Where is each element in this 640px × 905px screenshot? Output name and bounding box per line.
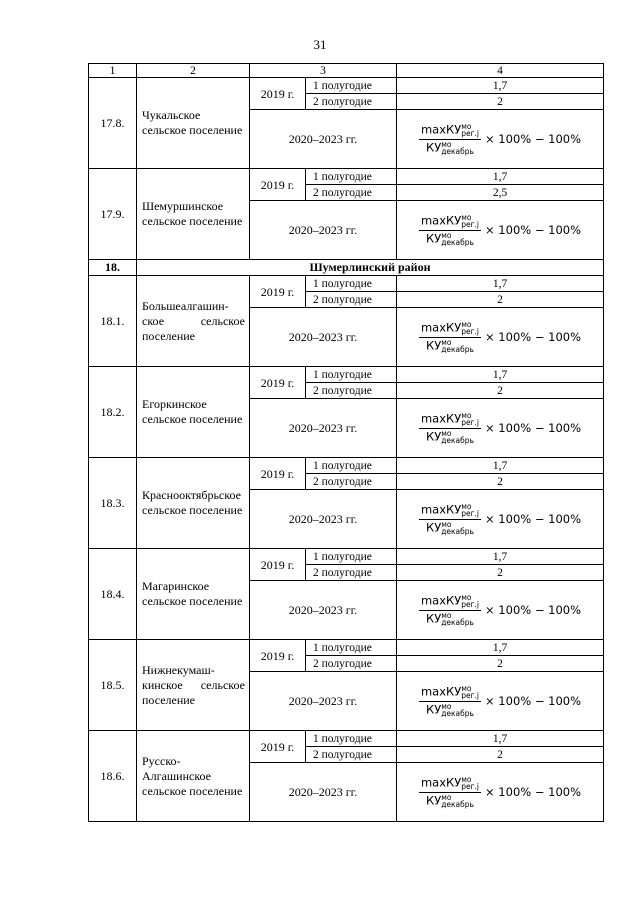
formula-denominator xyxy=(424,520,476,535)
formula-den-main: КУ xyxy=(426,702,442,717)
formula-numerator xyxy=(419,214,481,231)
growth-formula xyxy=(397,214,603,246)
formula-den-sub: декабрь xyxy=(441,147,474,156)
formula-den-sub: декабрь xyxy=(441,345,474,354)
formula-den-sup: мо xyxy=(441,338,452,347)
formula-den-sub: декабрь xyxy=(441,709,474,718)
half1-value: 1,7 xyxy=(397,78,604,94)
growth-formula xyxy=(397,685,603,717)
row-number: 18.3. xyxy=(89,458,137,549)
formula-tail: × 100% − 100% xyxy=(485,694,582,708)
formula-den-sub: декабрь xyxy=(441,436,474,445)
formula-denominator xyxy=(424,231,476,246)
formula-numerator xyxy=(419,685,481,702)
formula-den-sup: мо xyxy=(441,702,452,711)
formula-num-sup: мо xyxy=(461,411,472,420)
half1-value: 1,7 xyxy=(397,640,604,656)
formula-num-sup: мо xyxy=(461,593,472,602)
growth-formula xyxy=(397,503,603,535)
formula-tail: × 100% − 100% xyxy=(485,132,582,146)
row-number: 17.8. xyxy=(89,78,137,169)
column-header-1: 1 xyxy=(89,64,137,78)
formula-den-sub: декабрь xyxy=(441,618,474,627)
settlement-row xyxy=(89,276,604,292)
formula-den-main: КУ xyxy=(426,793,442,808)
growth-formula xyxy=(397,776,603,808)
formula-den-sup: мо xyxy=(441,611,452,620)
formula-numerator xyxy=(419,776,481,793)
settlement-row xyxy=(89,458,604,474)
formula-num-sub: рег.j xyxy=(461,691,480,700)
formula-tail: × 100% − 100% xyxy=(485,421,582,435)
row-number: 18.6. xyxy=(89,731,137,822)
formula-num-main: maxКУ xyxy=(420,502,462,517)
row-number: 18.1. xyxy=(89,276,137,367)
column-header-row xyxy=(89,64,604,78)
period-label: 2020–2023 гг. xyxy=(250,581,397,640)
half1-label: 1 полугодие xyxy=(306,731,397,747)
formula-num-main: maxКУ xyxy=(420,213,462,228)
formula-num-sub: рег.j xyxy=(461,782,480,791)
formula-tail: × 100% − 100% xyxy=(485,785,582,799)
settlement-name: Краснооктябрьское сельское поселение xyxy=(137,458,250,549)
half2-value: 2 xyxy=(397,474,604,490)
formula-denominator xyxy=(424,611,476,626)
formula-cell xyxy=(397,763,604,822)
half2-value: 2 xyxy=(397,292,604,308)
year-2019-label: 2019 г. xyxy=(250,549,306,581)
settlement-name: Магаринское сельское поселение xyxy=(137,549,250,640)
formula-num-main: maxКУ xyxy=(420,320,462,335)
formula-num-main: maxКУ xyxy=(420,775,462,790)
growth-formula xyxy=(397,123,603,155)
formula-fraction xyxy=(419,412,481,444)
formula-tail: × 100% − 100% xyxy=(485,223,582,237)
settlement-name: Егоркинское сельское поселение xyxy=(137,367,250,458)
year-2019-label: 2019 г. xyxy=(250,169,306,201)
half1-value: 1,7 xyxy=(397,367,604,383)
formula-num-main: maxКУ xyxy=(420,684,462,699)
formula-den-sup: мо xyxy=(441,231,452,240)
formula-den-sup: мо xyxy=(441,140,452,149)
formula-numerator xyxy=(419,321,481,338)
half1-label: 1 полугодие xyxy=(306,169,397,185)
half1-label: 1 полугодие xyxy=(306,640,397,656)
formula-den-main: КУ xyxy=(426,520,442,535)
formula-den-main: КУ xyxy=(426,231,442,246)
district-title: Шумерлинский район xyxy=(137,260,604,276)
formula-tail: × 100% − 100% xyxy=(485,603,582,617)
settlement-row xyxy=(89,640,604,656)
formula-cell xyxy=(397,201,604,260)
formula-num-main: maxКУ xyxy=(420,411,462,426)
period-label: 2020–2023 гг. xyxy=(250,201,397,260)
growth-formula xyxy=(397,594,603,626)
formula-denominator xyxy=(424,429,476,444)
formula-fraction xyxy=(419,503,481,535)
settlement-row xyxy=(89,169,604,185)
formula-num-sub: рег.j xyxy=(461,600,480,609)
year-2019-label: 2019 г. xyxy=(250,731,306,763)
half2-label: 2 полугодие xyxy=(306,383,397,399)
half2-value: 2 xyxy=(397,565,604,581)
formula-num-main: maxКУ xyxy=(420,122,462,137)
formula-den-sup: мо xyxy=(441,429,452,438)
formula-num-sub: рег.j xyxy=(461,129,480,138)
formula-num-sup: мо xyxy=(461,684,472,693)
formula-num-sup: мо xyxy=(461,775,472,784)
formula-num-sup: мо xyxy=(461,213,472,222)
formula-cell xyxy=(397,308,604,367)
formula-cell xyxy=(397,672,604,731)
settlement-name: Русско-Алгашинское сельское поселение xyxy=(137,731,250,822)
year-2019-label: 2019 г. xyxy=(250,276,306,308)
formula-cell xyxy=(397,110,604,169)
formula-numerator xyxy=(419,503,481,520)
formula-fraction xyxy=(419,123,481,155)
row-number: 18.5. xyxy=(89,640,137,731)
formula-cell xyxy=(397,581,604,640)
period-label: 2020–2023 гг. xyxy=(250,763,397,822)
formula-tail: × 100% − 100% xyxy=(485,330,582,344)
formula-fraction xyxy=(419,776,481,808)
half1-label: 1 полугодие xyxy=(306,367,397,383)
period-label: 2020–2023 гг. xyxy=(250,308,397,367)
half2-label: 2 полугодие xyxy=(306,747,397,763)
formula-den-sub: декабрь xyxy=(441,238,474,247)
formula-denominator xyxy=(424,702,476,717)
period-label: 2020–2023 гг. xyxy=(250,399,397,458)
formula-den-sup: мо xyxy=(441,793,452,802)
formula-numerator xyxy=(419,594,481,611)
half2-label: 2 полугодие xyxy=(306,656,397,672)
column-header-4: 4 xyxy=(397,64,604,78)
formula-denominator xyxy=(424,793,476,808)
formula-denominator xyxy=(424,140,476,155)
formula-fraction xyxy=(419,594,481,626)
formula-cell xyxy=(397,490,604,549)
formula-num-sup: мо xyxy=(461,122,472,131)
period-label: 2020–2023 гг. xyxy=(250,490,397,549)
year-2019-label: 2019 г. xyxy=(250,640,306,672)
formula-den-main: КУ xyxy=(426,611,442,626)
half1-value: 1,7 xyxy=(397,276,604,292)
formula-num-sup: мо xyxy=(461,320,472,329)
formula-num-sup: мо xyxy=(461,502,472,511)
half2-label: 2 полугодие xyxy=(306,94,397,110)
half2-value: 2 xyxy=(397,747,604,763)
settlement-row xyxy=(89,78,604,94)
half2-value: 2 xyxy=(397,656,604,672)
formula-tail: × 100% − 100% xyxy=(485,512,582,526)
row-number: 18.2. xyxy=(89,367,137,458)
year-2019-label: 2019 г. xyxy=(250,458,306,490)
half2-value: 2 xyxy=(397,383,604,399)
formula-fraction xyxy=(419,214,481,246)
half1-value: 1,7 xyxy=(397,169,604,185)
half1-label: 1 полугодие xyxy=(306,78,397,94)
column-header-3: 3 xyxy=(250,64,397,78)
year-2019-label: 2019 г. xyxy=(250,78,306,110)
formula-den-sup: мо xyxy=(441,520,452,529)
half1-label: 1 полугодие xyxy=(306,276,397,292)
half2-label: 2 полугодие xyxy=(306,292,397,308)
formula-den-sub: декабрь xyxy=(441,800,474,809)
formula-numerator xyxy=(419,412,481,429)
period-label: 2020–2023 гг. xyxy=(250,110,397,169)
growth-formula xyxy=(397,321,603,353)
half2-label: 2 полугодие xyxy=(306,565,397,581)
formula-den-main: КУ xyxy=(426,140,442,155)
settlement-name: Чукальское сельское поселение xyxy=(137,78,250,169)
half2-label: 2 полугодие xyxy=(306,185,397,201)
settlement-row xyxy=(89,731,604,747)
row-number: 17.9. xyxy=(89,169,137,260)
year-2019-label: 2019 г. xyxy=(250,367,306,399)
formula-num-sub: рег.j xyxy=(461,418,480,427)
settlement-name: Нижнекумашкинское сельское поселение xyxy=(137,640,250,731)
settlement-name: Шемуршинское сельское поселение xyxy=(137,169,250,260)
tariff-table xyxy=(88,63,604,822)
formula-num-sub: рег.j xyxy=(461,220,480,229)
settlement-row xyxy=(89,549,604,565)
half2-value: 2 xyxy=(397,94,604,110)
growth-formula xyxy=(397,412,603,444)
half1-label: 1 полугодие xyxy=(306,549,397,565)
half1-label: 1 полугодие xyxy=(306,458,397,474)
formula-cell xyxy=(397,399,604,458)
settlement-name: Большеалгашинское сельское поселение xyxy=(137,276,250,367)
formula-den-sub: декабрь xyxy=(441,527,474,536)
formula-num-main: maxКУ xyxy=(420,593,462,608)
formula-fraction xyxy=(419,321,481,353)
formula-denominator xyxy=(424,338,476,353)
district-number: 18. xyxy=(89,260,137,276)
district-row xyxy=(89,260,604,276)
half2-value: 2,5 xyxy=(397,185,604,201)
row-number: 18.4. xyxy=(89,549,137,640)
formula-num-sub: рег.j xyxy=(461,509,480,518)
formula-den-main: КУ xyxy=(426,429,442,444)
period-label: 2020–2023 гг. xyxy=(250,672,397,731)
column-header-2: 2 xyxy=(137,64,250,78)
page-number: 31 xyxy=(313,37,327,52)
formula-numerator xyxy=(419,123,481,140)
half2-label: 2 полугодие xyxy=(306,474,397,490)
half1-value: 1,7 xyxy=(397,549,604,565)
half1-value: 1,7 xyxy=(397,731,604,747)
formula-fraction xyxy=(419,685,481,717)
formula-den-main: КУ xyxy=(426,338,442,353)
half1-value: 1,7 xyxy=(397,458,604,474)
settlement-row xyxy=(89,367,604,383)
formula-num-sub: рег.j xyxy=(461,327,480,336)
